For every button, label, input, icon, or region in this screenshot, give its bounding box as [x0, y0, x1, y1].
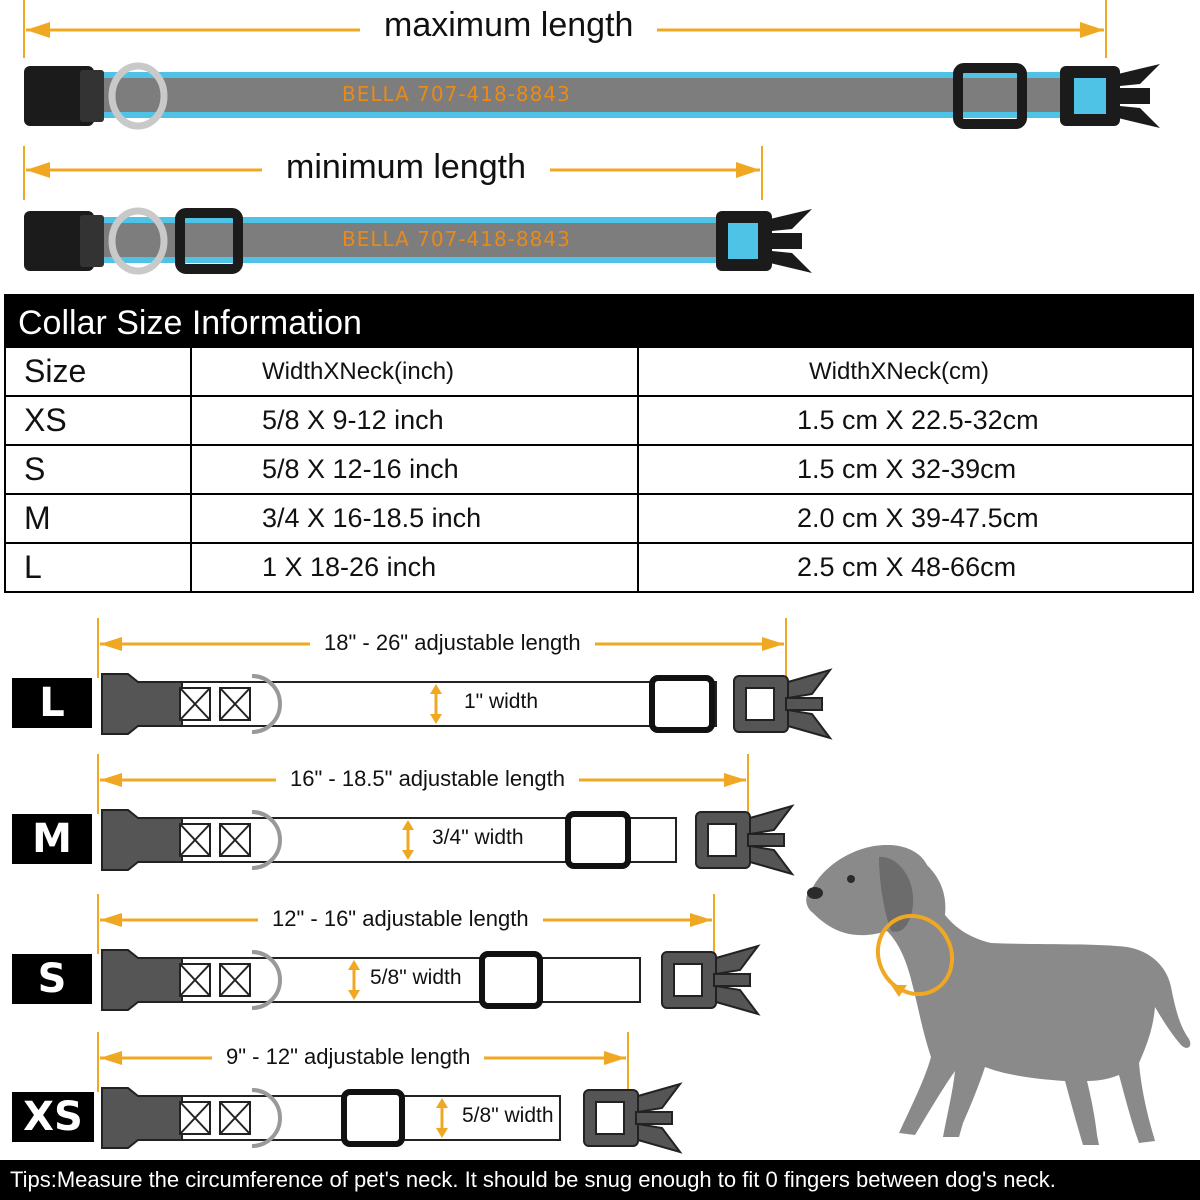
- cell-inch: 5/8 X 9-12 inch: [192, 397, 639, 444]
- table-row: [6, 444, 1192, 493]
- width-label: 5/8" width: [370, 966, 462, 989]
- table-title: Collar Size Information: [6, 296, 1192, 346]
- min-length-label: minimum length: [262, 148, 550, 187]
- cell-size: XS: [6, 397, 192, 444]
- table-row: [6, 395, 1192, 444]
- cell-inch: 5/8 X 12-16 inch: [192, 446, 639, 493]
- width-label: 5/8" width: [462, 1104, 554, 1127]
- size-badge: XS: [12, 1092, 94, 1142]
- cell-size: L: [6, 544, 192, 591]
- table-header-row: [6, 346, 1192, 395]
- adjustable-length-label: 9" - 12" adjustable length: [212, 1044, 484, 1070]
- header-size: Size: [6, 348, 192, 395]
- width-label: 3/4" width: [432, 826, 524, 849]
- dog-silhouette-icon: [795, 835, 1195, 1155]
- max-collar-graphic: [20, 60, 1180, 130]
- header-cm: WidthXNeck(cm): [809, 357, 990, 385]
- size-badge: M: [12, 814, 92, 864]
- cell-cm: 1.5 cm X 22.5-32cm: [797, 405, 1039, 435]
- cell-inch: 3/4 X 16-18.5 inch: [192, 495, 639, 542]
- cell-inch: 1 X 18-26 inch: [192, 544, 639, 591]
- cell-cm: 2.5 cm X 48-66cm: [797, 552, 1017, 582]
- size-badge: L: [12, 678, 92, 728]
- cell-cm: 2.0 cm X 39-47.5cm: [797, 503, 1039, 533]
- tips-bar: Tips:Measure the circumference of pet's neck. It should be snug enough to fit 0 fingers between dog's neck.: [0, 1160, 1200, 1200]
- cell-cm: 1.5 cm X 32-39cm: [797, 454, 1017, 484]
- cell-size: M: [6, 495, 192, 542]
- min-collar-engraving: BELLA 707-418-8843: [342, 227, 571, 251]
- adjustable-length-label: 16" - 18.5" adjustable length: [276, 766, 579, 792]
- size-badge: S: [12, 954, 92, 1004]
- width-label: 1" width: [464, 690, 538, 713]
- max-length-label: maximum length: [360, 6, 657, 45]
- max-collar-engraving: BELLA 707-418-8843: [342, 82, 571, 106]
- table-row: [6, 493, 1192, 542]
- table-row: [6, 542, 1192, 591]
- adjustable-length-label: 12" - 16" adjustable length: [258, 906, 543, 932]
- cell-size: S: [6, 446, 192, 493]
- collar-size-table: [4, 294, 1194, 593]
- adjustable-length-label: 18" - 26" adjustable length: [310, 630, 595, 656]
- header-inch: WidthXNeck(inch): [192, 348, 639, 395]
